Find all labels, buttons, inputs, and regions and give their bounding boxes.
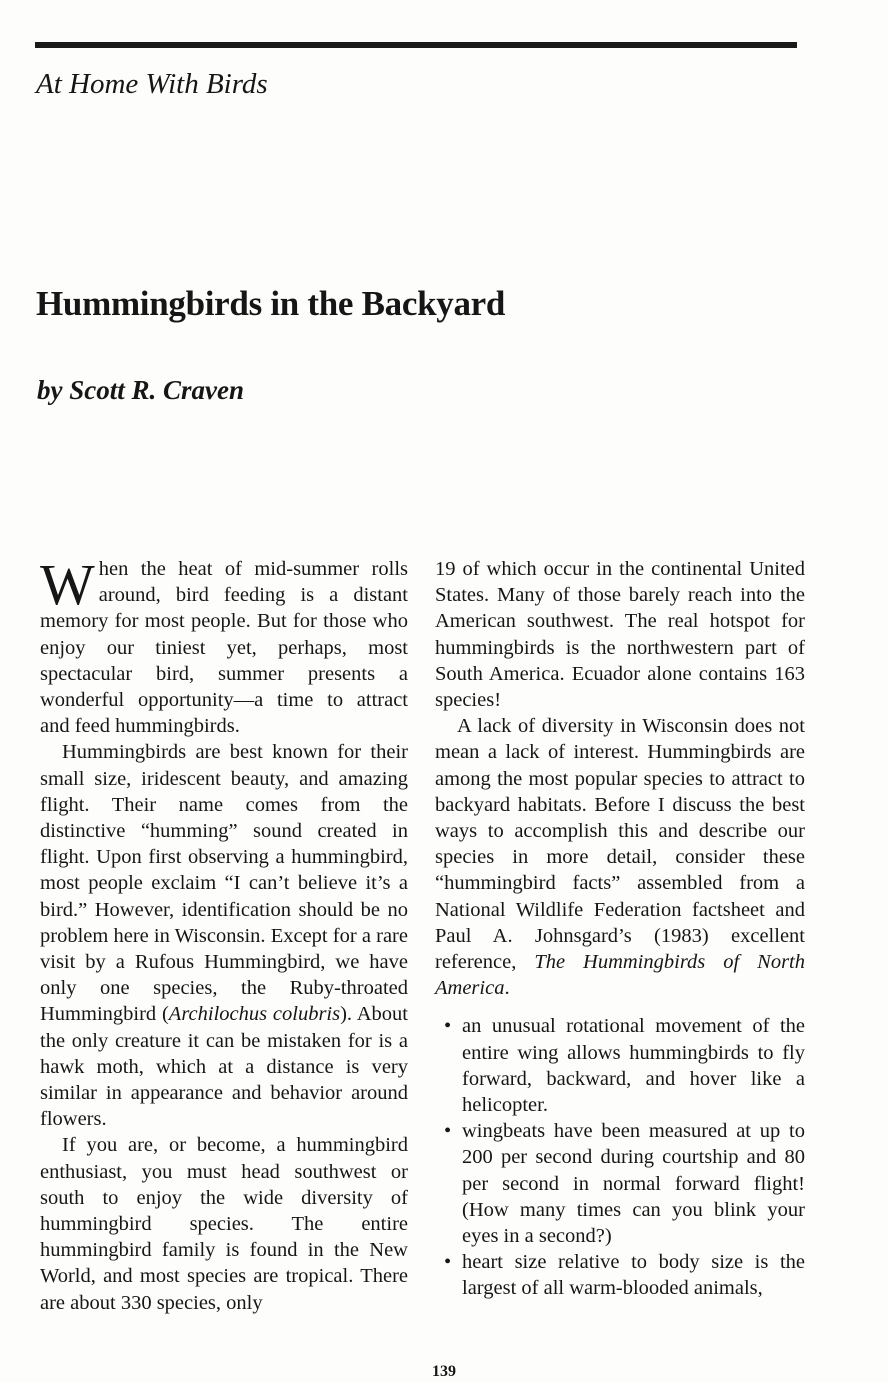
fact-item	[435, 1118, 805, 1249]
byline: by Scott R. Craven	[37, 375, 244, 405]
header-rule	[35, 42, 797, 48]
paragraph-2	[40, 739, 408, 1132]
drop-cap: W	[40, 552, 95, 617]
column-right	[435, 556, 805, 1302]
paragraph-3: If you are, or become, a hummingbird enthusiast, you must head southwest or south to enjoy the wide diversity of hummingbird species. The entire hummingbird family is found in the New World, and most species are tropical. There are about 330 species, only	[40, 1134, 408, 1314]
column-left	[40, 552, 408, 1316]
paragraph-5-text-b: .	[504, 977, 510, 1000]
article-title: Hummingbirds in the Backyard	[36, 284, 506, 323]
fact-text: heart size relative to body size is the largest of all warm-blooded animals,	[462, 1251, 805, 1300]
fact-list	[435, 1013, 805, 1301]
latin-name: Archilochus colubris	[168, 1003, 341, 1026]
fact-text: an unusual rotational movement of the entire wing allows hummingbirds to fly forward, backward, and hover like a helicopter.	[462, 1015, 805, 1117]
paragraph-2-text-b: ). About the only creature it can be mistaken for is a hawk moth, which at a distance is very similar in appearance and behavior around flowers.	[40, 1003, 408, 1131]
fact-item	[435, 1249, 805, 1301]
book-title: The Hummingbirds of North America	[435, 951, 805, 1000]
bullet-icon: •	[444, 1251, 452, 1274]
paragraph-5-text-a: A lack of diversity in Wisconsin does not mean a lack of interest. Hummingbirds are among the most popular species to attract to backyard habitats. Before I discuss the best ways to accomplish this and describe our species in more detail, consider these “hummingbird facts” assembled from a National Wildlife Federation factsheet and Paul A. Johnsgard’s (1983) excellent reference,	[435, 715, 805, 974]
bullet-icon: •	[444, 1015, 452, 1038]
paragraph-2-text-a: Hummingbirds are best known for their small size, iridescent beauty, and amazing flight. Their name comes from the distinctive “humming” sound created in flight. Upon first observing a hummingbird, most people exclaim “I can’t believe it’s a bird.” However, identification should be no problem here in Wisconsin. Except for a rare visit by a Rufous Hummingbird, we have only one species, the Ruby-throated Hummingbird (	[40, 741, 408, 1026]
paragraph-5	[435, 713, 805, 1001]
bullet-icon: •	[444, 1120, 452, 1143]
section-title: At Home With Birds	[36, 68, 268, 100]
page-number: 139	[432, 1363, 456, 1380]
fact-item	[435, 1013, 805, 1118]
paragraph-1-text: hen the heat of mid-summer rolls around, bird feeding is a distant memory for most people. But for those who enjoy our tiniest yet, perhaps, most spectacular bird, summer presents a wonderful opportunity—a time to attract and feed hummingbirds.	[40, 558, 408, 738]
paragraph-1	[40, 552, 408, 739]
fact-text: wingbeats have been measured at up to 200 per second during courtship and 80 per second in normal forward flight! (How many times can you blink your eyes in a second?)	[462, 1120, 805, 1248]
paragraph-4: 19 of which occur in the continental United States. Many of those barely reach into the American southwest. The real hotspot for hummingbirds is the northwestern part of South America. Ecuador alone contains 163 species!	[435, 558, 805, 712]
